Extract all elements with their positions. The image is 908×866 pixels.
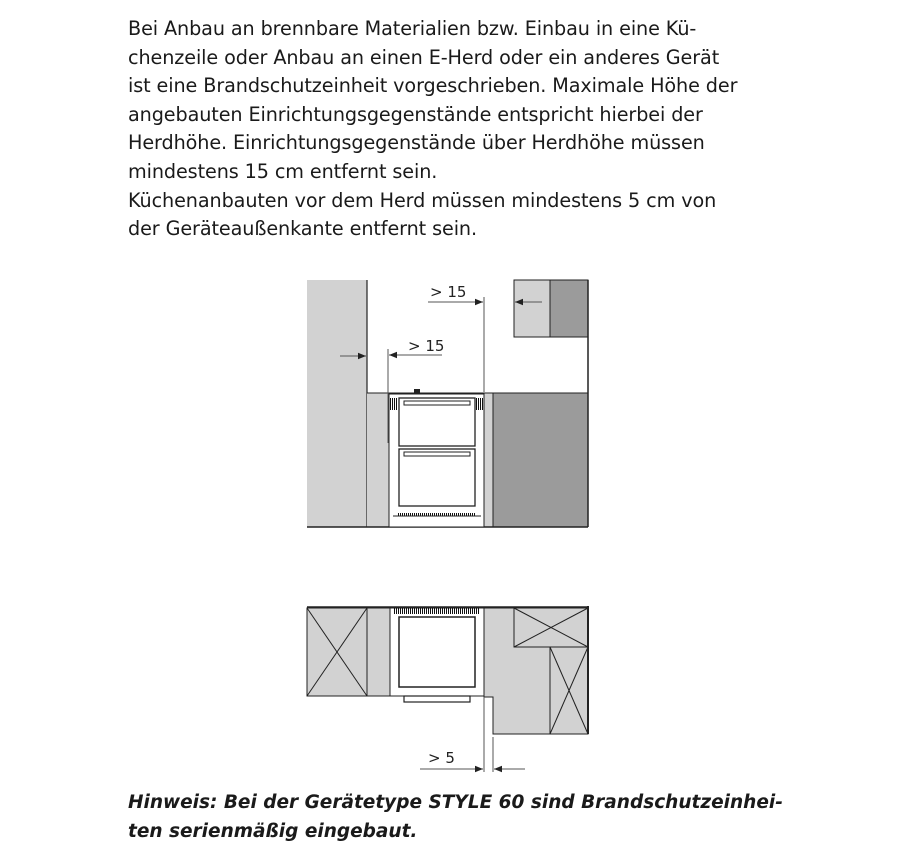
dimension-label-top: > 15: [430, 283, 467, 301]
dimension-label-side: > 15: [408, 337, 445, 355]
note-hint: [128, 788, 783, 846]
text-line: Küchenanbauten vor dem Herd müssen mindestens 5 cm von: [128, 188, 717, 212]
fire-protection-panel-right: [484, 393, 493, 527]
wall-cabinet-light: [514, 280, 550, 337]
text-line: Bei Anbau an brennbare Materialien bzw. Einbau in eine Kü-: [128, 17, 697, 40]
fire-protection-panel-left: [367, 393, 389, 527]
text-line: mindestens 15 cm entfernt sein.: [128, 159, 438, 183]
wall-cabinet-dark: [550, 280, 588, 337]
stove-front: [389, 389, 484, 527]
text-line: ist eine Brandschutzeinheit vorgeschrieben. Maximale Höhe der: [128, 74, 738, 98]
front-view-diagram: [307, 280, 588, 527]
text-line: angebauten Einrichtungsgegenstände entspricht hierbei der: [128, 102, 703, 126]
text-line: der Geräteaußenkante entfernt sein.: [128, 217, 477, 241]
note-line: Hinweis: Bei der Gerätetype STYLE 60 sind Brandschutzeinhei-: [128, 792, 783, 813]
base-cabinet-right: [493, 393, 588, 527]
note-line: ten serienmäßig eingebaut.: [128, 821, 418, 842]
text-line: Herdhöhe. Einrichtungsgegenstände über Herdhöhe müssen: [128, 131, 705, 155]
dimension-label-front: > 5: [428, 749, 455, 767]
tall-side-cabinet: [307, 280, 367, 527]
top-view-diagram: [307, 606, 588, 772]
stove-top: [390, 608, 484, 702]
text-line: chenzeile oder Anbau an einen E-Herd oder ein anderes Gerät: [128, 45, 720, 69]
